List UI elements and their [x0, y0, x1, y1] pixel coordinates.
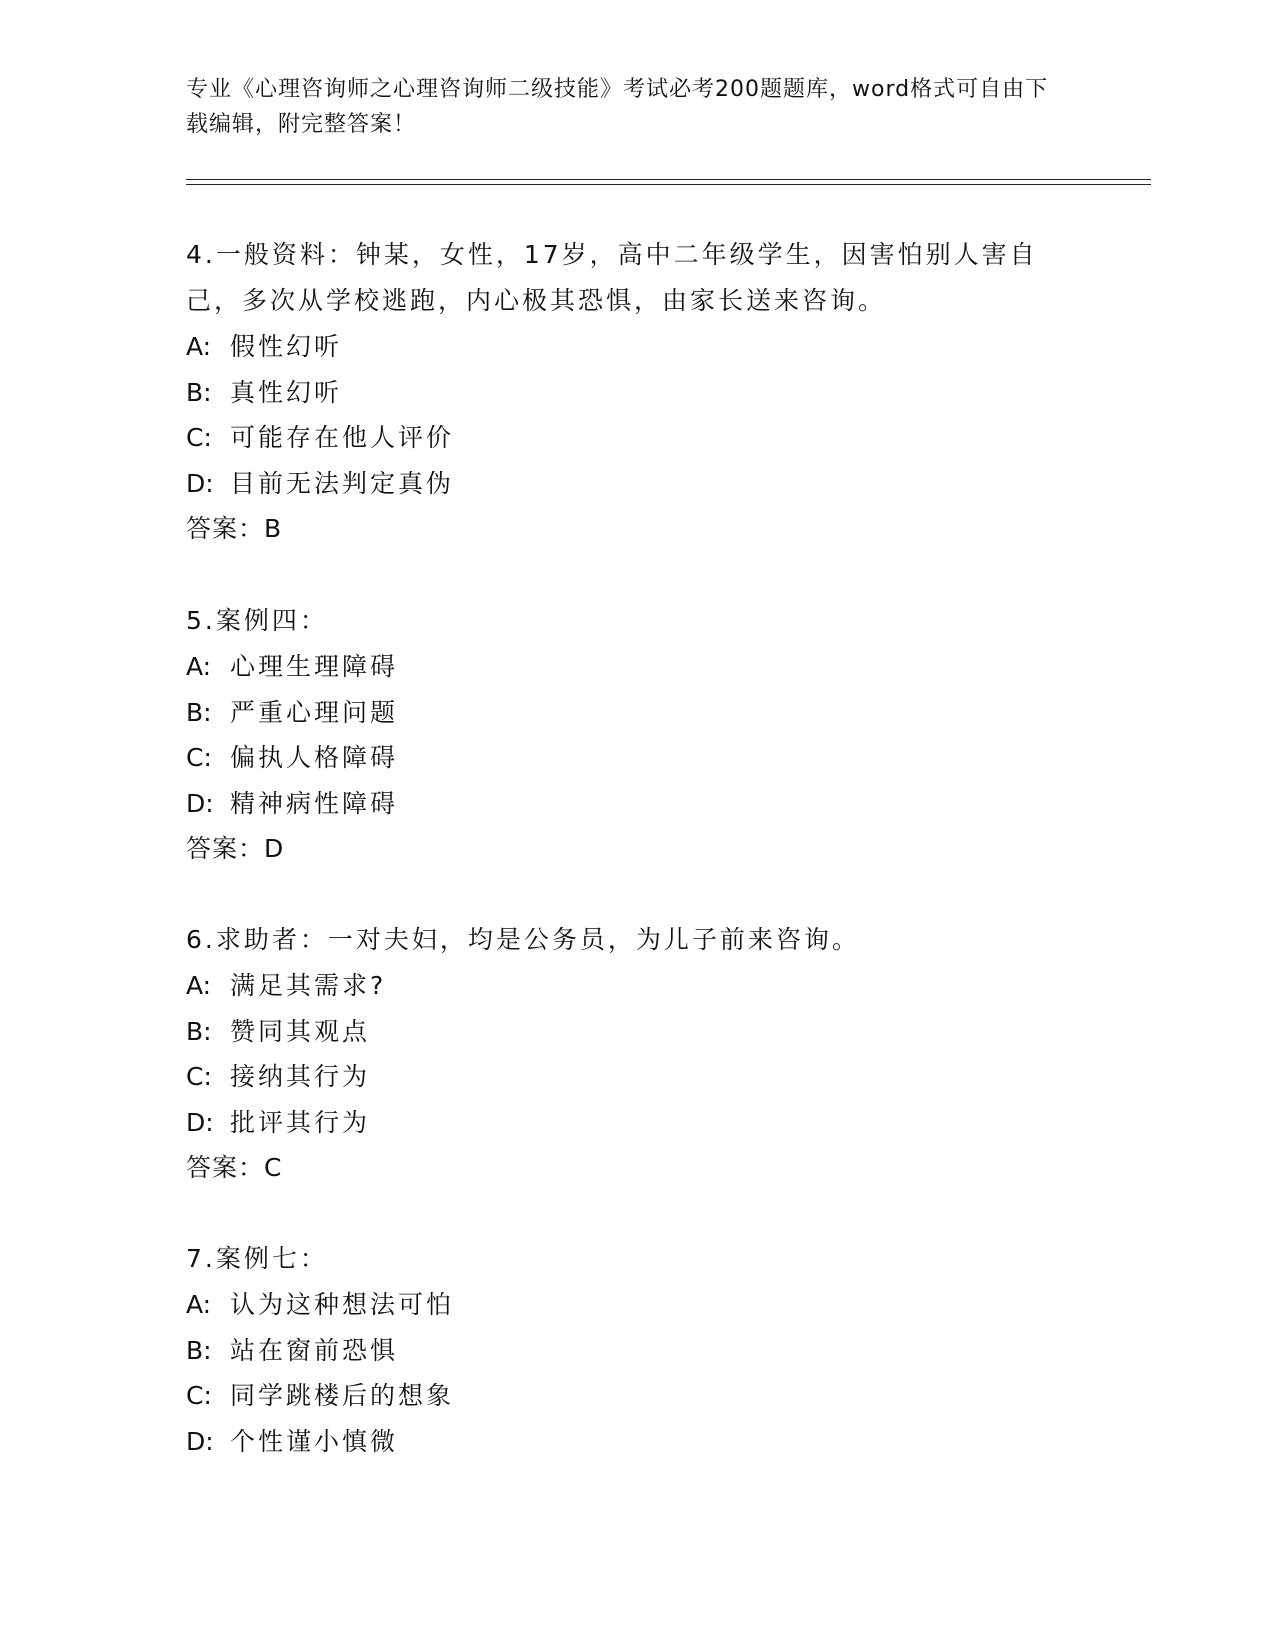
option-text: 接纳其行为 [230, 1062, 371, 1091]
answer-line: 答案：B [186, 514, 283, 543]
option-text: 赞同其观点 [230, 1016, 371, 1046]
option-a [186, 324, 1086, 370]
question-stem: 7.案例七： [186, 1244, 328, 1273]
option-text: 批评其行为 [230, 1107, 371, 1137]
option-key: A: [186, 1290, 212, 1319]
option-b [186, 370, 1086, 416]
option-c [186, 415, 1086, 461]
option-b [186, 1328, 1086, 1374]
option-text: 目前无法判定真伪 [230, 468, 455, 498]
option-text: 站在窗前恐惧 [230, 1335, 399, 1365]
option-key: D: [186, 788, 214, 818]
option-a [186, 644, 1086, 690]
option-text: 真性幻听 [230, 377, 343, 407]
option-text: 假性幻听 [230, 332, 343, 361]
option-key: C: [186, 423, 212, 452]
question-4 [186, 232, 1086, 552]
option-d [186, 461, 1086, 507]
option-c [186, 735, 1086, 781]
document-header: 专业《心理咨询师之心理咨询师二级技能》考试必考200题题库，word格式可自由下载编辑，附完整答案！ [186, 77, 1049, 137]
option-key: D: [186, 1426, 214, 1456]
answer-line: 答案：D [186, 834, 285, 863]
option-text: 心理生理障碍 [230, 652, 399, 681]
header-divider-bottom [186, 184, 1151, 185]
option-text: 可能存在他人评价 [230, 423, 455, 452]
option-key: C: [186, 1062, 212, 1091]
option-key: B: [186, 377, 212, 407]
header-divider-top [186, 179, 1151, 180]
option-b [186, 1009, 1086, 1055]
option-d [186, 781, 1086, 827]
question-stem: 5.案例四： [186, 606, 328, 635]
option-d [186, 1100, 1086, 1146]
question-stem: 4.一般资料：钟某，女性，17岁，高中二年级学生，因害怕别人害自己，多次从学校逃跑，内心极其恐惧，由家长送来咨询。 [186, 240, 1038, 315]
option-key: A: [186, 971, 212, 1000]
answer-line: 答案：C [186, 1153, 283, 1182]
option-text: 认为这种想法可怕 [230, 1290, 455, 1319]
option-b [186, 690, 1086, 736]
question-stem: 6.求助者：一对夫妇，均是公务员，为儿子前来咨询。 [186, 925, 860, 954]
option-a [186, 963, 1086, 1009]
question-6 [186, 917, 1086, 1191]
option-d [186, 1419, 1086, 1465]
option-key: C: [186, 743, 212, 772]
option-text: 满足其需求? [230, 971, 387, 1000]
option-key: B: [186, 697, 212, 727]
option-key: B: [186, 1335, 212, 1365]
option-text: 偏执人格障碍 [230, 743, 399, 772]
option-a [186, 1282, 1086, 1328]
option-text: 个性谨小慎微 [230, 1426, 399, 1456]
option-key: D: [186, 468, 214, 498]
question-5 [186, 598, 1086, 872]
option-key: A: [186, 652, 212, 681]
option-key: D: [186, 1107, 214, 1137]
option-text: 同学跳楼后的想象 [230, 1381, 455, 1410]
option-key: B: [186, 1016, 212, 1046]
option-key: A: [186, 332, 212, 361]
option-text: 严重心理问题 [230, 697, 399, 727]
question-7 [186, 1236, 1086, 1464]
option-c [186, 1373, 1086, 1419]
option-key: C: [186, 1381, 212, 1410]
option-c [186, 1054, 1086, 1100]
option-text: 精神病性障碍 [230, 788, 399, 818]
